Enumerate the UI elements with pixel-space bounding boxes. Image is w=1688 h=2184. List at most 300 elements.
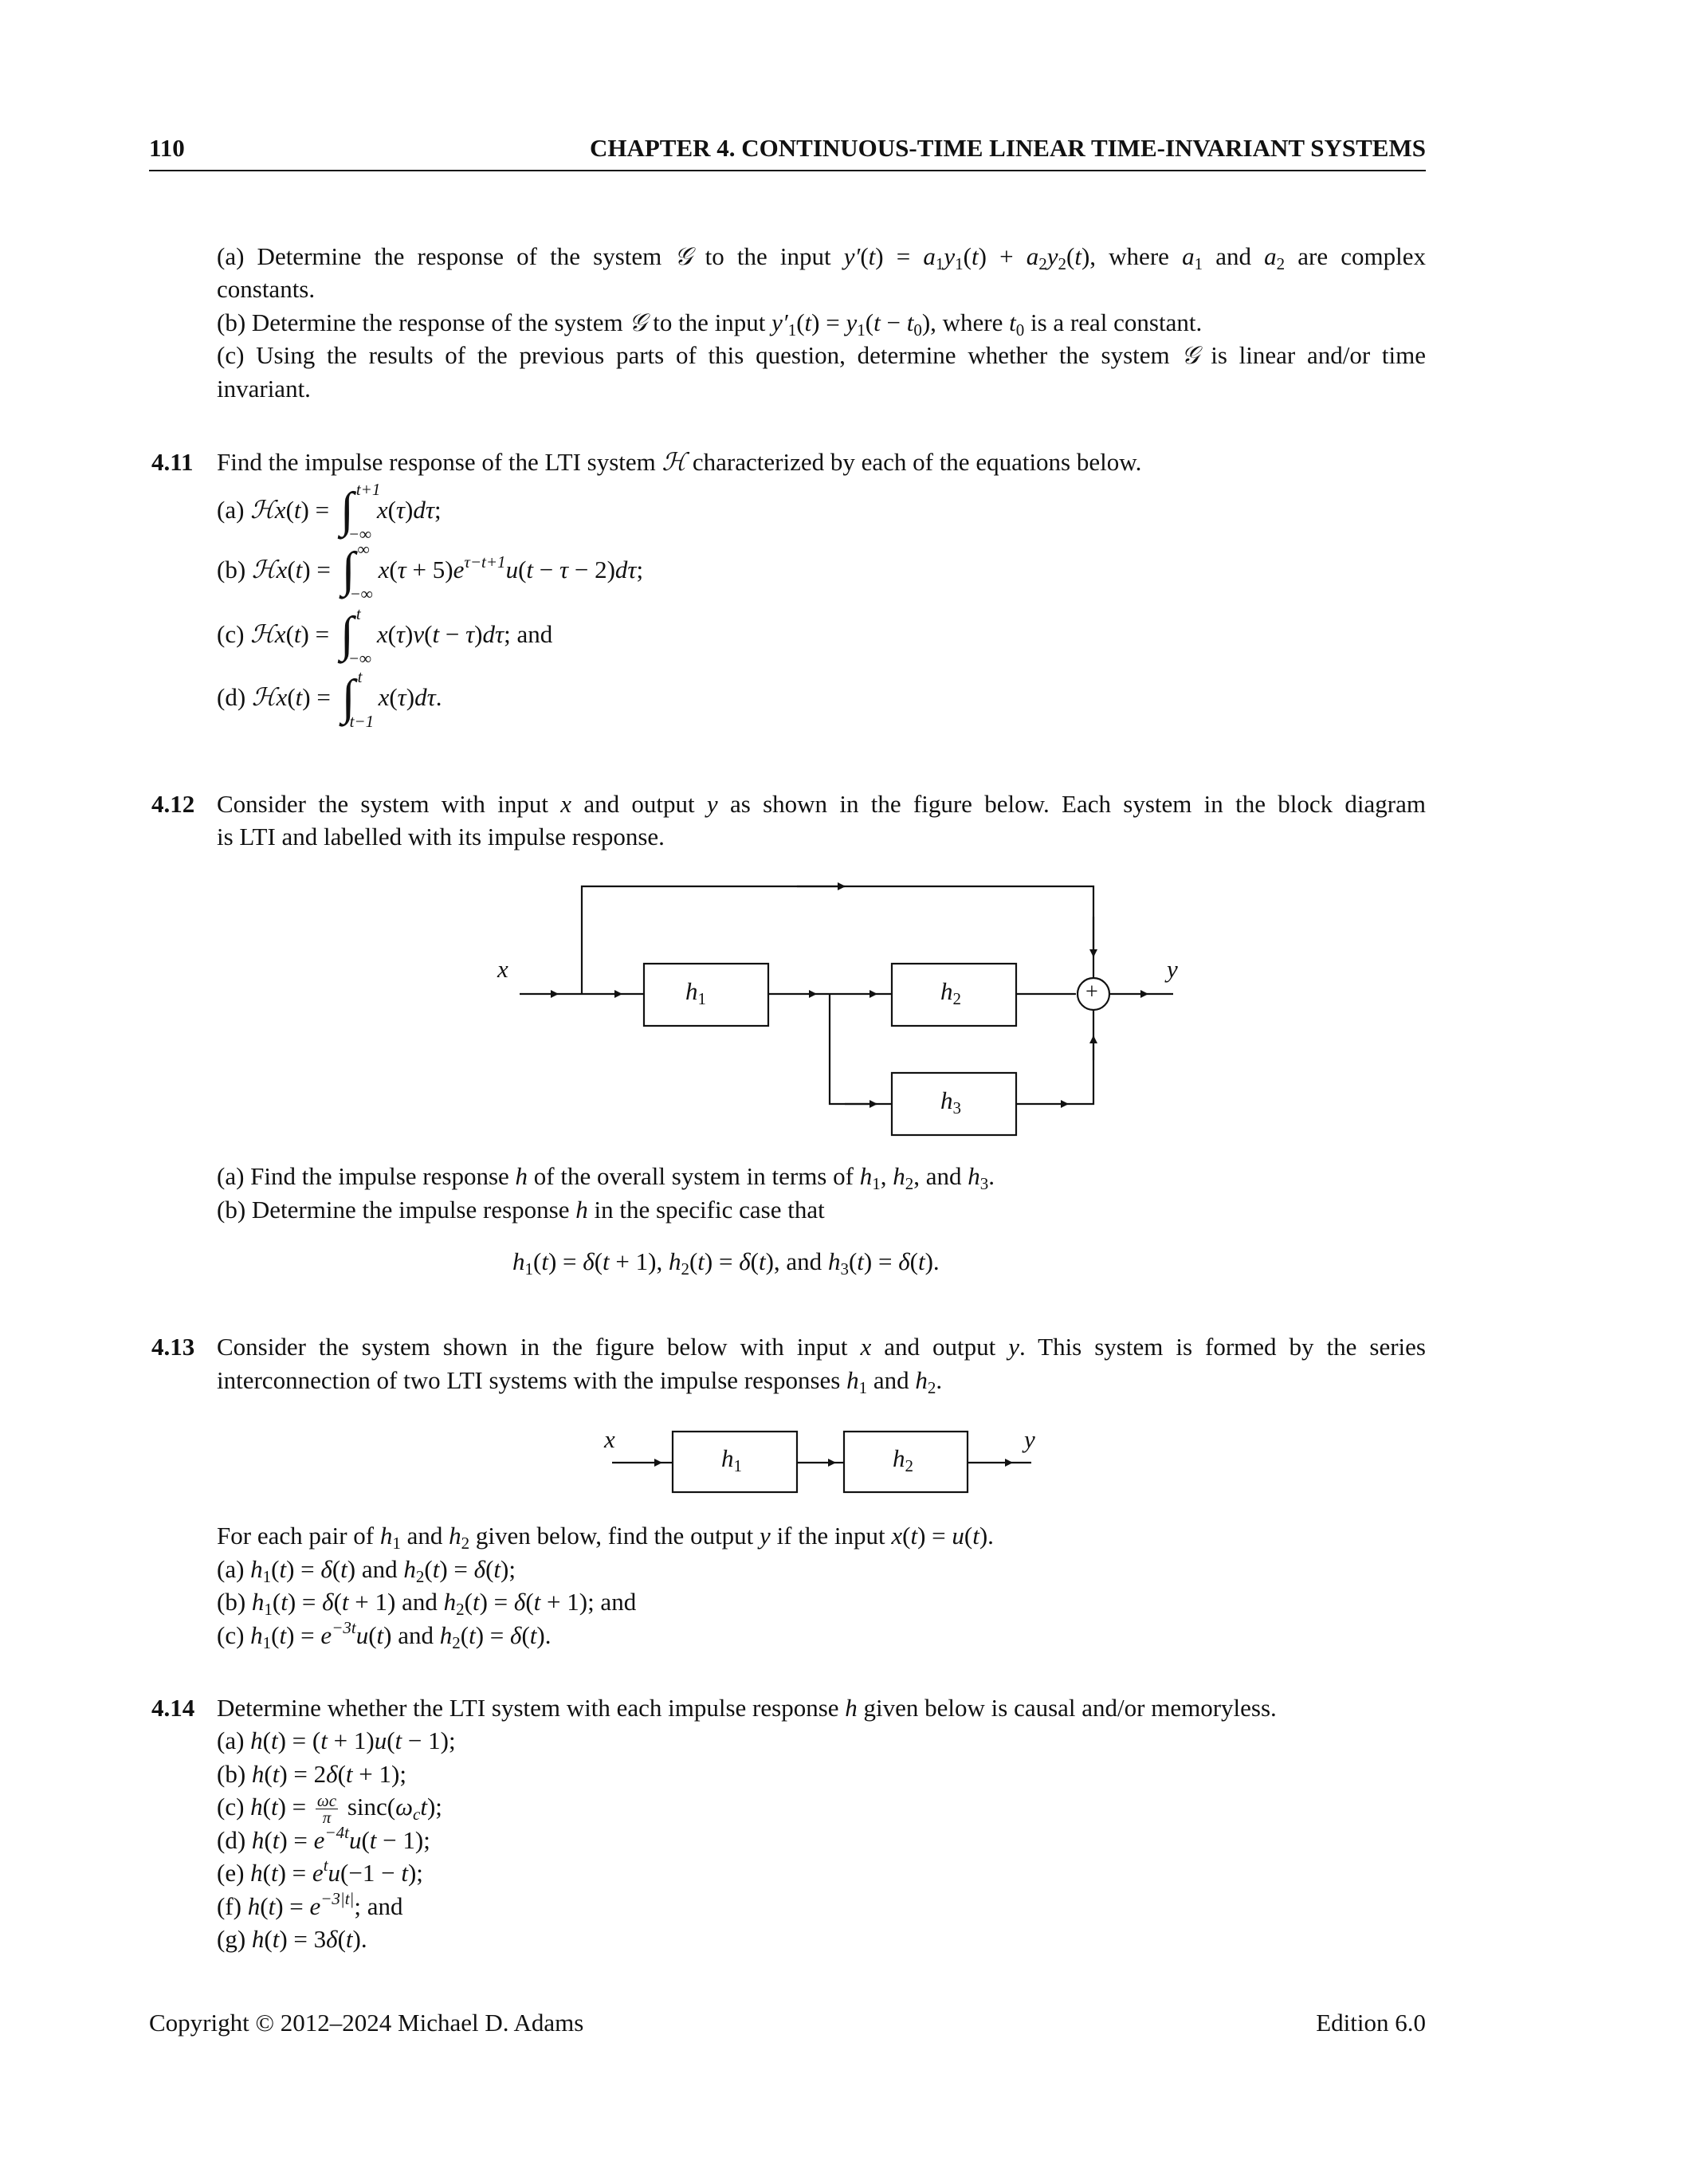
math-symbol: t	[369, 1826, 377, 1854]
text: Consider the system with input	[217, 790, 561, 818]
text: ) =	[286, 1621, 321, 1649]
block-h2-label	[940, 977, 961, 1006]
text: (c) Using the results of the previous parts of this question, determine whether the system	[217, 341, 1182, 369]
text: .	[435, 683, 442, 711]
superscript: τ−t+1	[464, 552, 506, 572]
subscript: 2	[415, 1567, 425, 1586]
text: ) +	[978, 242, 1027, 270]
subscript: 2	[456, 1600, 465, 1619]
math-symbol: u	[505, 556, 519, 583]
text: ; and	[354, 1892, 403, 1920]
math-symbol: t	[432, 1555, 440, 1583]
problem-number: 4.14	[151, 1694, 195, 1722]
math-symbol: e	[313, 1826, 325, 1854]
text: ), and	[765, 1247, 828, 1275]
problem-part-c	[217, 1791, 442, 1828]
text: )	[405, 620, 414, 648]
subscript: 2	[905, 1174, 914, 1193]
text: constants.	[217, 275, 316, 303]
problem-part-b	[217, 1194, 825, 1226]
math-symbol: h	[846, 1366, 859, 1394]
problem-part-a	[217, 1554, 516, 1585]
text: (f)	[217, 1892, 248, 1920]
math-symbol: t	[804, 308, 812, 336]
math-symbol: v	[413, 620, 425, 648]
subscript: 3	[840, 1259, 849, 1279]
text: + 1);	[352, 1760, 406, 1788]
math-symbol: y′	[843, 242, 861, 270]
text: )	[406, 683, 415, 711]
superscript: −3t	[332, 1618, 356, 1637]
text: (c)	[217, 620, 251, 648]
math-symbol: τ	[397, 683, 406, 711]
text: and output	[871, 1333, 1009, 1361]
math-symbol: t	[472, 1588, 480, 1616]
math-symbol: t	[272, 1826, 280, 1854]
math-symbol: t	[295, 683, 303, 711]
subscript: 2	[452, 1633, 461, 1652]
text: + 5)	[406, 556, 453, 583]
math-symbol: τ	[395, 620, 406, 648]
math-symbol: h	[251, 1588, 265, 1616]
math-symbol: x	[276, 556, 288, 583]
text: interconnection of two LTI systems with the impulse responses	[217, 1366, 847, 1394]
block-h1-subscript: 1	[733, 1456, 742, 1475]
text: (	[332, 1555, 341, 1583]
integral-upper-limit: t	[357, 667, 363, 686]
math-symbol: x	[860, 1333, 872, 1361]
problem-part-g	[217, 1923, 367, 1955]
math-symbol: u	[328, 1859, 341, 1887]
math-symbol: t	[320, 1726, 328, 1754]
text: and	[1203, 242, 1265, 270]
text: (a)	[217, 496, 251, 524]
math-symbol: t	[603, 1247, 610, 1275]
text: is a real constant.	[1024, 308, 1203, 336]
text: , and	[913, 1162, 968, 1190]
text: ) =	[704, 1247, 740, 1275]
text: ) =	[275, 1892, 310, 1920]
text: −	[880, 308, 907, 336]
text: (	[1066, 242, 1075, 270]
math-symbol: t	[529, 1621, 537, 1649]
subscript: 2	[1038, 254, 1047, 273]
text: + 1)	[327, 1726, 375, 1754]
text: ) = (	[277, 1726, 321, 1754]
math-symbol: t	[857, 1247, 864, 1275]
math-symbol: x	[274, 496, 286, 524]
text: ) =	[302, 683, 337, 711]
math-symbol: u	[355, 1621, 369, 1649]
problem-text	[217, 1365, 942, 1396]
math-symbol: δ	[322, 1588, 334, 1616]
integral-lower-limit: −∞	[349, 584, 373, 603]
text: )	[474, 620, 483, 648]
problem-part-c	[217, 1620, 551, 1652]
math-symbol: t	[533, 1588, 541, 1616]
text: (b)	[217, 1588, 252, 1616]
copyright: Copyright © 2012–2024 Michael D. Adams	[149, 2009, 584, 2037]
problem-part-d	[217, 1825, 430, 1856]
text: (a) Find the impulse response	[217, 1162, 516, 1190]
math-symbol: t	[873, 308, 881, 336]
integral-sign-icon: ∫	[341, 670, 355, 725]
math-symbol: δ	[320, 1555, 332, 1583]
math-symbol: t	[906, 308, 914, 336]
integral-lower-limit: −∞	[347, 649, 371, 668]
math-symbol: h	[247, 1892, 261, 1920]
text: (c)	[217, 1793, 251, 1821]
text: ) =	[548, 1247, 583, 1275]
math-symbol: τ	[559, 556, 569, 583]
subscript: 2	[1058, 254, 1066, 273]
math-symbol: δ	[326, 1925, 338, 1953]
math-symbol: t	[270, 1726, 278, 1754]
text: (	[594, 1247, 603, 1275]
math-symbol: e	[309, 1892, 321, 1920]
text: ) =	[279, 1826, 314, 1854]
text: ) =	[479, 1588, 514, 1616]
subscript: 2	[1276, 254, 1286, 273]
subscript: 1	[264, 1600, 273, 1619]
math-symbol: t	[1074, 242, 1081, 270]
text: ), where	[1081, 242, 1183, 270]
subscript: 2	[927, 1378, 936, 1397]
math-symbol: dτ	[614, 556, 637, 583]
math-symbol: δ	[898, 1247, 910, 1275]
text: ) =	[439, 1555, 474, 1583]
operator-symbol: 𝒢	[629, 308, 647, 336]
problem-part-e	[217, 1857, 423, 1889]
block-h3-label	[940, 1086, 961, 1118]
math-symbol: x	[376, 496, 388, 524]
problem-part-a	[217, 1725, 456, 1757]
superscript: t	[323, 1856, 328, 1875]
fraction-numerator: ωc	[316, 1791, 337, 1811]
text: (	[460, 1621, 469, 1649]
math-symbol: h	[250, 1726, 263, 1754]
text: ;	[434, 496, 442, 524]
math-symbol: dτ	[482, 620, 504, 648]
math-symbol: t	[272, 1760, 280, 1788]
text: (	[287, 556, 296, 583]
subscript: 1	[872, 1174, 881, 1193]
text: (	[750, 1247, 759, 1275]
math-symbol: t	[868, 242, 876, 270]
math-symbol: h	[251, 1760, 265, 1788]
text: (	[389, 556, 398, 583]
math-symbol: x	[276, 683, 288, 711]
problem-text	[217, 1520, 994, 1552]
text: (a)	[217, 1726, 251, 1754]
adder-plus-icon: +	[1085, 980, 1098, 1004]
problem-number: 4.11	[151, 448, 194, 476]
math-symbol: t	[526, 556, 534, 583]
text: (	[260, 1892, 269, 1920]
text: );	[407, 1859, 423, 1887]
integral-upper-limit: ∞	[357, 540, 370, 559]
chapter-title: CHAPTER 4. CONTINUOUS-TIME LINEAR TIME-INVARIANT SYSTEMS	[589, 134, 1426, 162]
fraction-denominator: π	[322, 1808, 332, 1828]
output-label-y: y	[1024, 1425, 1035, 1453]
text: ) =	[300, 496, 336, 524]
text: );	[426, 1793, 442, 1821]
subscript: 1	[262, 1633, 272, 1652]
text: ) = 2	[279, 1760, 327, 1788]
integral-sign-icon: ∫	[341, 543, 355, 597]
math-symbol: dτ	[414, 683, 436, 711]
math-symbol: τ	[395, 496, 406, 524]
text: (−1 −	[340, 1859, 402, 1887]
output-label-y: y	[1167, 955, 1178, 983]
text: (	[424, 620, 433, 648]
text: (	[387, 620, 396, 648]
math-symbol: δ	[326, 1760, 338, 1788]
text: (b) Determine the impulse response	[217, 1196, 576, 1224]
fraction	[316, 1791, 338, 1828]
block-h2-name: h	[893, 1444, 905, 1472]
block-h1-label	[685, 977, 706, 1006]
text: invariant.	[217, 375, 311, 403]
math-symbol: t	[401, 1859, 408, 1887]
integral-upper-limit: t+1	[355, 480, 381, 499]
math-symbol: h	[250, 1555, 263, 1583]
math-symbol: τ	[465, 620, 475, 648]
subscript: 1	[1194, 254, 1203, 273]
math-symbol: h	[512, 1247, 525, 1275]
text: (	[533, 1247, 542, 1275]
text: (g)	[217, 1925, 252, 1953]
text: ; and	[504, 620, 553, 648]
block-h1-label	[721, 1444, 742, 1473]
text: (	[518, 556, 527, 583]
text: (	[865, 308, 874, 336]
subscript: 0	[1015, 320, 1025, 340]
text: ) =	[863, 1247, 899, 1275]
math-symbol: h	[439, 1621, 453, 1649]
text: is LTI and labelled with its impulse response.	[217, 823, 665, 850]
problem-number: 4.13	[151, 1333, 195, 1361]
math-symbol: e	[312, 1859, 324, 1887]
text: ), where	[921, 308, 1010, 336]
subscript: 0	[913, 320, 922, 340]
text: is linear and/or time	[1199, 341, 1426, 369]
math-symbol: h	[668, 1247, 681, 1275]
text: For each pair of	[217, 1522, 380, 1550]
integral-lower-limit: t−1	[349, 712, 375, 731]
text: (d)	[217, 1826, 252, 1854]
block-h2-subscript: 2	[952, 989, 961, 1008]
text: (	[337, 1760, 346, 1788]
text: (	[271, 1621, 280, 1649]
math-symbol: t	[293, 496, 301, 524]
math-symbol: t	[758, 1247, 766, 1275]
math-symbol: h	[827, 1247, 841, 1275]
math-symbol: a	[1264, 242, 1277, 270]
subscript: 1	[935, 254, 944, 273]
math-symbol: t	[295, 556, 303, 583]
math-symbol: x	[376, 620, 388, 648]
text: (	[424, 1555, 433, 1583]
math-symbol: y′	[771, 308, 788, 336]
text: (	[387, 1726, 395, 1754]
text: ) =	[917, 1522, 952, 1550]
math-symbol: t	[420, 1793, 427, 1821]
math-symbol: t	[281, 1588, 288, 1616]
math-symbol: t	[345, 1760, 353, 1788]
math-symbol: t	[541, 1247, 548, 1275]
math-symbol: t	[341, 1588, 349, 1616]
text: (	[333, 1588, 342, 1616]
math-symbol: t	[469, 1621, 476, 1649]
operator-symbol: 𝒢	[674, 242, 693, 270]
subscript: 1	[858, 1378, 868, 1397]
math-symbol: h	[845, 1694, 858, 1722]
operator-symbol: ℋ	[251, 556, 277, 583]
math-symbol: t	[972, 242, 979, 270]
text: ).	[979, 1522, 994, 1550]
math-symbol: t	[972, 1522, 979, 1550]
superscript: −4t	[324, 1823, 349, 1842]
text: in the specific case that	[587, 1196, 825, 1224]
text: ) and	[383, 1621, 440, 1649]
text: (	[464, 1588, 473, 1616]
text: (	[337, 1925, 346, 1953]
text: (	[272, 1588, 281, 1616]
text: Consider the system shown in the figure below with input	[217, 1333, 861, 1361]
math-symbol: δ	[739, 1247, 751, 1275]
problem-part-f	[217, 1891, 402, 1923]
text: (	[287, 683, 296, 711]
math-symbol: δ	[583, 1247, 595, 1275]
text: (c)	[217, 1621, 251, 1649]
text: (b)	[217, 1760, 252, 1788]
math-symbol: y	[846, 308, 858, 336]
text: are complex	[1285, 242, 1427, 270]
block-h3-name: h	[940, 1086, 953, 1114]
math-symbol: ω	[395, 1793, 413, 1821]
text: ,	[880, 1162, 893, 1190]
math-symbol: t	[272, 1925, 280, 1953]
text: ) =	[277, 1859, 312, 1887]
text: given below, find the output	[469, 1522, 760, 1550]
math-symbol: h	[250, 1793, 263, 1821]
operator-symbol: ℋ	[250, 496, 275, 524]
text: (e)	[217, 1859, 251, 1887]
math-symbol: h	[251, 1826, 265, 1854]
math-symbol: e	[320, 1621, 332, 1649]
text: (	[909, 1247, 918, 1275]
text: (	[521, 1621, 530, 1649]
text: (	[689, 1247, 698, 1275]
text: (	[262, 1859, 271, 1887]
math-symbol: u	[348, 1826, 362, 1854]
math-symbol: x	[274, 620, 286, 648]
text: (	[860, 242, 869, 270]
math-symbol: t	[917, 1247, 925, 1275]
text: ) =	[811, 308, 846, 336]
text: if the input	[770, 1522, 892, 1550]
text: ) =	[287, 1588, 323, 1616]
math-symbol: t	[395, 1726, 402, 1754]
text: + 1); and	[540, 1588, 637, 1616]
math-symbol: y	[760, 1522, 771, 1550]
text: as shown in the figure below. Each system in the block diagram	[717, 790, 1426, 818]
math-symbol: h	[251, 1925, 265, 1953]
block-h1-subscript: 1	[697, 989, 706, 1008]
text: ;	[636, 556, 644, 583]
text: (	[262, 1726, 271, 1754]
text: (	[963, 242, 972, 270]
math-symbol: h	[859, 1162, 873, 1190]
math-symbol: y	[706, 790, 718, 818]
input-label-x: x	[604, 1425, 615, 1453]
text: (	[264, 1760, 273, 1788]
math-symbol: h	[443, 1588, 457, 1616]
text: − 2)	[568, 556, 615, 583]
problem-part-b	[217, 1758, 406, 1790]
text: characterized by each of the equations below.	[686, 448, 1142, 476]
math-symbol: h	[893, 1162, 905, 1190]
text: .	[936, 1366, 943, 1394]
text: given below is causal and/or memoryless.	[857, 1694, 1277, 1722]
math-symbol: δ	[513, 1588, 526, 1616]
math-symbol: t	[270, 1859, 278, 1887]
text: (b) Determine the response of the system	[217, 308, 630, 336]
text: (	[285, 496, 294, 524]
math-symbol: t	[340, 1555, 347, 1583]
math-symbol: t	[293, 620, 301, 648]
text: (	[848, 1247, 858, 1275]
text: (	[264, 1826, 273, 1854]
math-symbol: t	[910, 1522, 918, 1550]
page-number: 110	[149, 134, 185, 162]
integral-upper-limit: t	[355, 604, 361, 623]
text: (	[796, 308, 805, 336]
operator-symbol: ℋ	[250, 620, 275, 648]
math-symbol: h	[379, 1522, 393, 1550]
operator-symbol: ℋ	[251, 683, 277, 711]
text: to the input	[646, 308, 772, 336]
math-symbol: h	[915, 1366, 928, 1394]
math-symbol: dτ	[413, 496, 434, 524]
subscript: 1	[857, 320, 866, 340]
text: ) =	[875, 242, 924, 270]
subscript: 1	[392, 1534, 401, 1553]
subscript: 1	[524, 1259, 533, 1279]
text: . This system is formed by the series	[1019, 1333, 1426, 1361]
text: ).	[924, 1247, 940, 1275]
problem-number: 4.12	[151, 790, 195, 818]
text: (	[264, 1925, 273, 1953]
math-symbol: e	[453, 556, 465, 583]
display-equation	[512, 1246, 940, 1278]
text: ) =	[286, 1555, 321, 1583]
math-symbol: h	[515, 1162, 528, 1190]
text: Determine whether the LTI system with each impulse response	[217, 1694, 846, 1722]
text: .	[988, 1162, 995, 1190]
math-symbol: y	[944, 242, 956, 270]
math-symbol: h	[575, 1196, 588, 1224]
text: + 1),	[609, 1247, 669, 1275]
math-symbol: t	[279, 1621, 287, 1649]
math-symbol: y	[1008, 1333, 1019, 1361]
subscript: 2	[461, 1534, 470, 1553]
text: − 1);	[402, 1726, 456, 1754]
text: (b)	[217, 556, 252, 583]
text: ) and	[347, 1555, 404, 1583]
subscript: 2	[681, 1259, 689, 1279]
